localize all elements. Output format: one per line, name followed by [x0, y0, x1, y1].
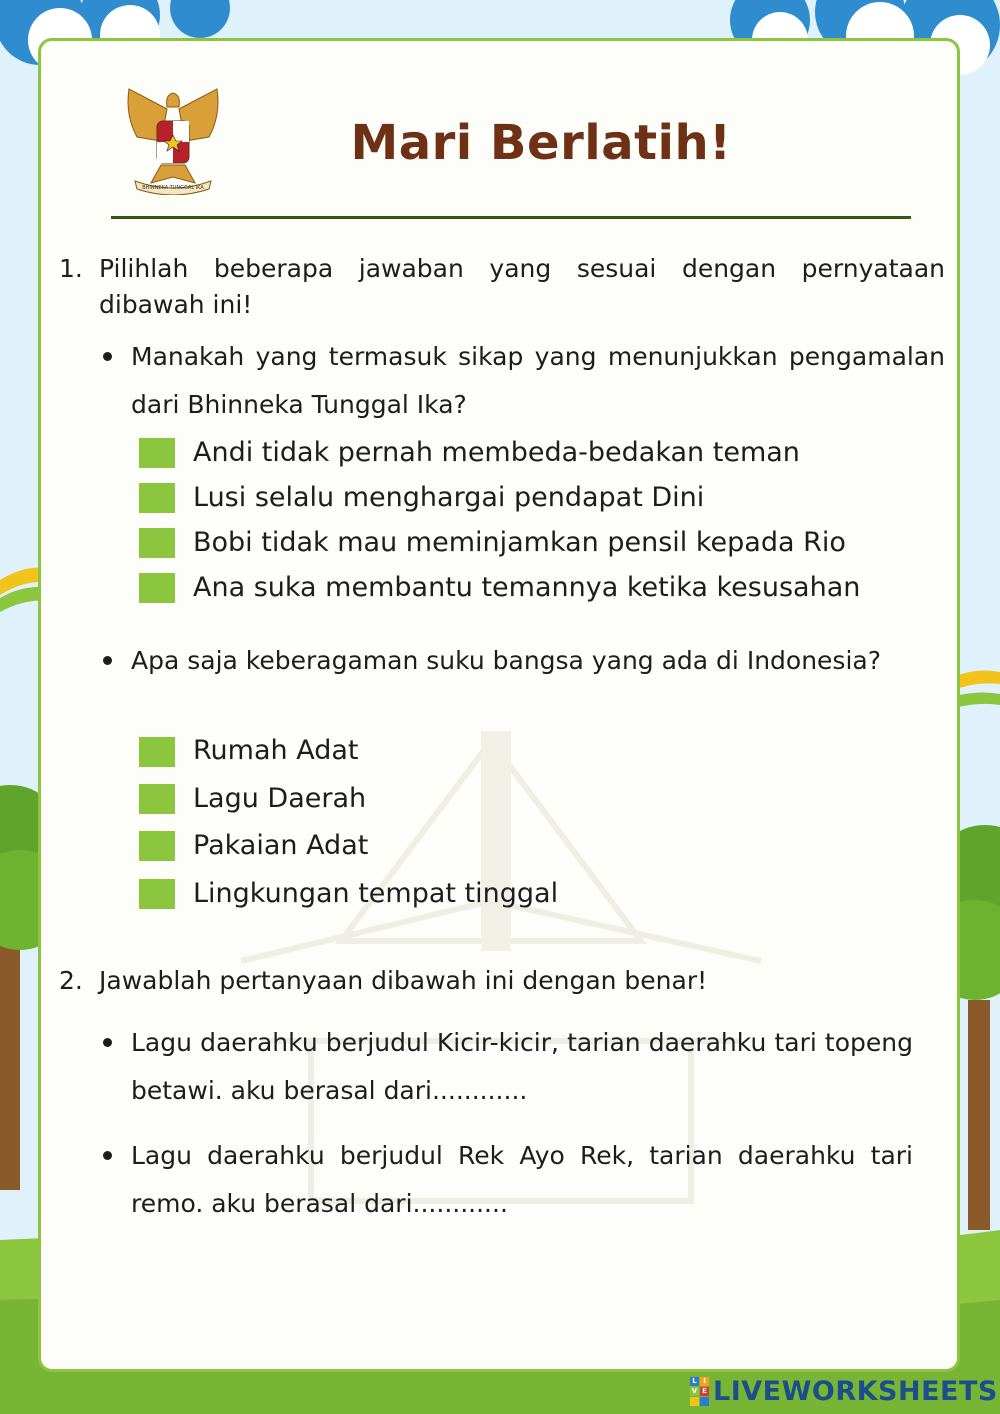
option-label: Lagu Daerah — [193, 783, 367, 814]
bullet-icon — [103, 656, 112, 665]
question-1a-text: Manakah yang termasuk sikap yang menunjukkan pengamalan dari Bhinneka Tunggal Ika? — [131, 342, 945, 419]
option-checkbox[interactable] — [139, 438, 175, 468]
question-1b-text: Apa saja keberagaman suku bangsa yang ada di Indonesia? — [131, 646, 881, 675]
option-checkbox[interactable] — [139, 879, 175, 909]
option-checkbox[interactable] — [139, 784, 175, 814]
option-checkbox[interactable] — [139, 528, 175, 558]
option-checkbox[interactable] — [139, 483, 175, 513]
option-label: Andi tidak pernah membeda-bedakan teman — [193, 437, 800, 468]
svg-text:BHINNEKA TUNGGAL IKA: BHINNEKA TUNGGAL IKA — [142, 185, 204, 191]
option-checkbox[interactable] — [139, 573, 175, 603]
option-label: Lingkungan tempat tinggal — [193, 878, 559, 909]
question-2-prompt: Jawablah pertanyaan dibawah ini dengan benar! — [99, 966, 708, 995]
bullet-icon — [103, 1038, 112, 1047]
question-2-number: 2. — [59, 966, 83, 995]
question-2b-text: Lagu daerahku berjudul Rek Ayo Rek, tarian daerahku tari remo. aku berasal dari............ — [131, 1141, 913, 1218]
option-label: Pakaian Adat — [193, 830, 369, 861]
garuda-emblem-icon — [121, 85, 225, 195]
option-checkbox[interactable] — [139, 737, 175, 767]
option-label: Rumah Adat — [193, 735, 359, 766]
page-title: Mari Berlatih! — [350, 115, 732, 171]
question-1-number: 1. — [59, 254, 83, 283]
option-label: Lusi selalu menghargai pendapat Dini — [193, 482, 705, 513]
option-label: Bobi tidak mau meminjamkan pensil kepada Rio — [193, 527, 846, 558]
question-2a-text: Lagu daerahku berjudul Kicir-kicir, tarian daerahku tari topeng betawi. aku berasal dari............ — [131, 1028, 913, 1105]
liveworksheets-logo[interactable] — [690, 1374, 998, 1408]
bullet-icon — [103, 1151, 112, 1160]
question-1-prompt: Pilihlah beberapa jawaban yang sesuai dengan pernyataan dibawah ini! — [99, 254, 945, 319]
logo-mark-icon: L I V E — [690, 1377, 709, 1406]
brand-name: LIVEWORKSHEETS — [713, 1375, 998, 1407]
option-checkbox[interactable] — [139, 831, 175, 861]
title-divider — [111, 216, 911, 219]
worksheet-card — [38, 38, 960, 1372]
bullet-icon — [103, 352, 112, 361]
option-label: Ana suka membantu temannya ketika kesusahan — [193, 572, 861, 603]
